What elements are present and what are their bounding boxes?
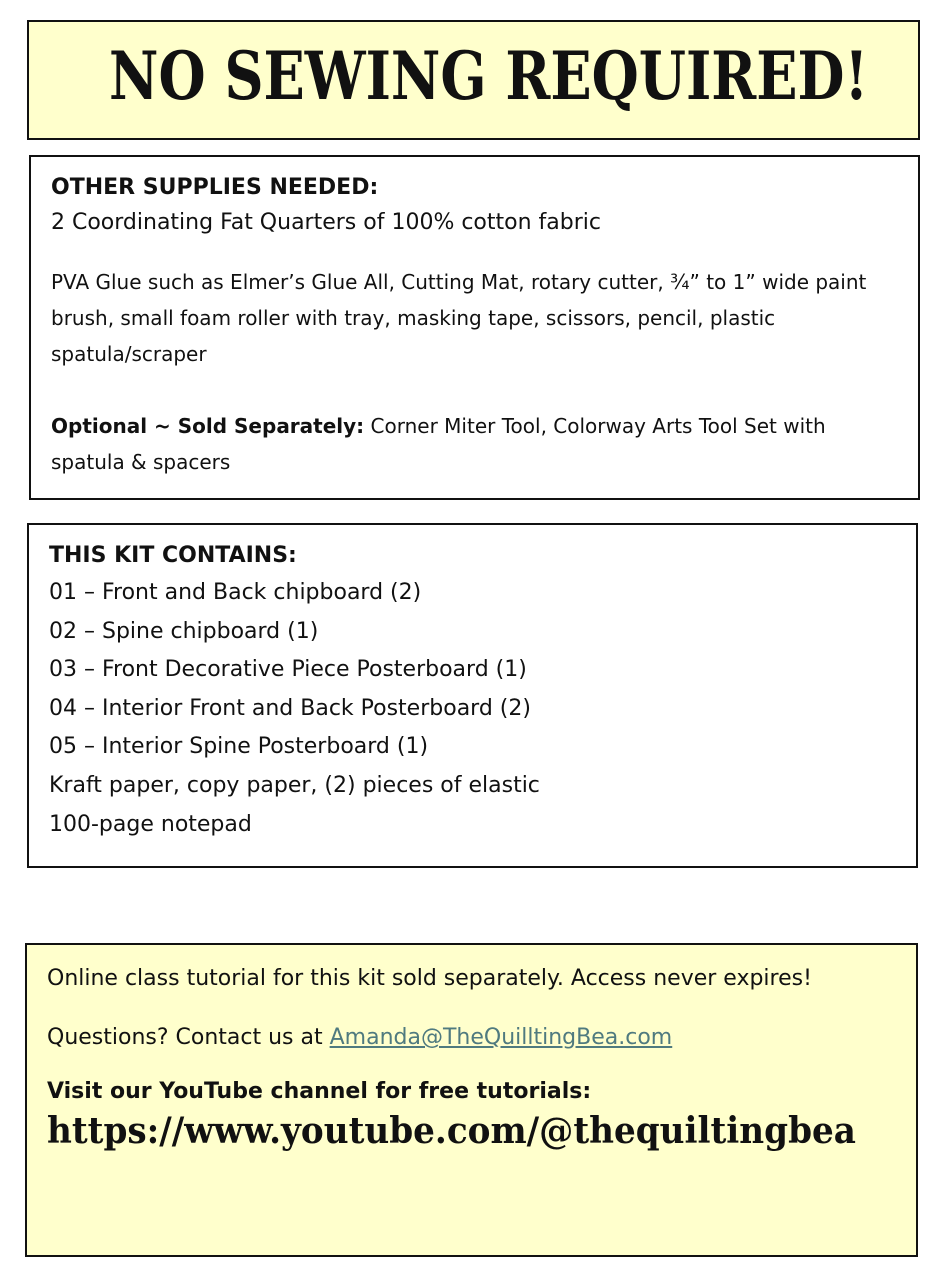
supplies-section (29, 155, 920, 500)
optional-text: Corner Miter Tool, Colorway Arts Tool Set with spatula & spacers (51, 414, 826, 474)
kit-heading: THIS KIT CONTAINS: (49, 543, 297, 568)
supplies-tools: PVA Glue such as Elmer’s Glue All, Cutting Mat, rotary cutter, ¾” to 1” wide paint brush, small foam roller with tray, masking tape, scissors, pencil, plastic spatula/scraper (51, 270, 867, 366)
youtube-url[interactable]: https://www.youtube.com/@thequiltingbea (47, 1110, 856, 1152)
supplies-heading: OTHER SUPPLIES NEEDED: (51, 175, 379, 200)
list-item: Kraft paper, copy paper, (2) pieces of elastic (49, 772, 540, 798)
list-item: 02 – Spine chipboard (1) (49, 618, 319, 644)
tutorial-note: Online class tutorial for this kit sold separately. Access never expires! (47, 966, 812, 991)
list-item: 01 – Front and Back chipboard (2) (49, 580, 422, 605)
title-banner (27, 20, 920, 140)
list-item: 05 – Interior Spine Posterboard (1) (49, 734, 429, 760)
page-title: NO SEWING REQUIRED! (109, 37, 869, 115)
list-item: 04 – Interior Front and Back Posterboard (2) (49, 695, 531, 721)
list-item: 100-page notepad (49, 811, 252, 837)
kit-contents-section (27, 523, 918, 868)
info-section (25, 943, 918, 1257)
email-link[interactable]: Amanda@TheQuilltingBea.com (329, 1025, 673, 1050)
questions-prefix: Questions? Contact us at (47, 1025, 330, 1050)
kit-list (49, 574, 896, 844)
list-item: 03 – Front Decorative Piece Posterboard (1) (49, 657, 527, 683)
optional-label: Optional ~ Sold Separately: (51, 414, 365, 438)
supplies-fabric: 2 Coordinating Fat Quarters of 100% cotton fabric (51, 210, 601, 235)
youtube-heading: Visit our YouTube channel for free tutorials: (47, 1079, 592, 1104)
questions-line (47, 1018, 896, 1057)
supplies-optional (51, 408, 898, 480)
